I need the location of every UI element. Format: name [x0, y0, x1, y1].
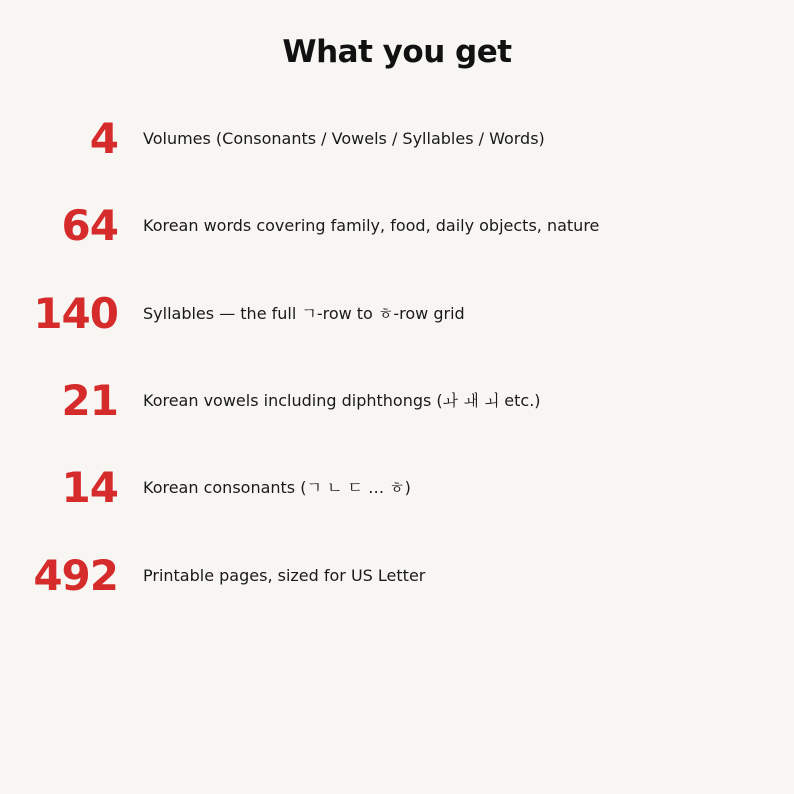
- stat-description: Printable pages, sized for US Letter: [143, 566, 426, 585]
- stat-number: 140: [33, 289, 118, 338]
- stat-description: Volumes (Consonants / Vowels / Syllables / Words): [143, 129, 545, 148]
- stat-description: Korean vowels including diphthongs (ㅘ ㅙ ㅚ etc.): [143, 391, 541, 410]
- page-title: What you get: [282, 34, 512, 70]
- stat-number: 21: [61, 376, 118, 425]
- stat-description: Korean consonants (ㄱ ㄴ ㄷ … ㅎ): [143, 478, 411, 497]
- stat-number: 492: [33, 551, 118, 600]
- stat-row-volumes: [0, 111, 794, 167]
- stat-row-consonants: [0, 460, 794, 516]
- stat-description: Korean words covering family, food, daily objects, nature: [143, 216, 600, 235]
- stat-row-pages: [0, 548, 794, 604]
- stat-number: 4: [89, 114, 118, 163]
- stat-row-vowels: [0, 373, 794, 429]
- stat-number: 64: [61, 201, 118, 250]
- stat-row-words: [0, 198, 794, 254]
- stat-number: 14: [61, 463, 118, 512]
- stat-description: Syllables — the full ㄱ-row to ㅎ-row grid: [143, 304, 465, 323]
- stat-row-syllables: [0, 286, 794, 342]
